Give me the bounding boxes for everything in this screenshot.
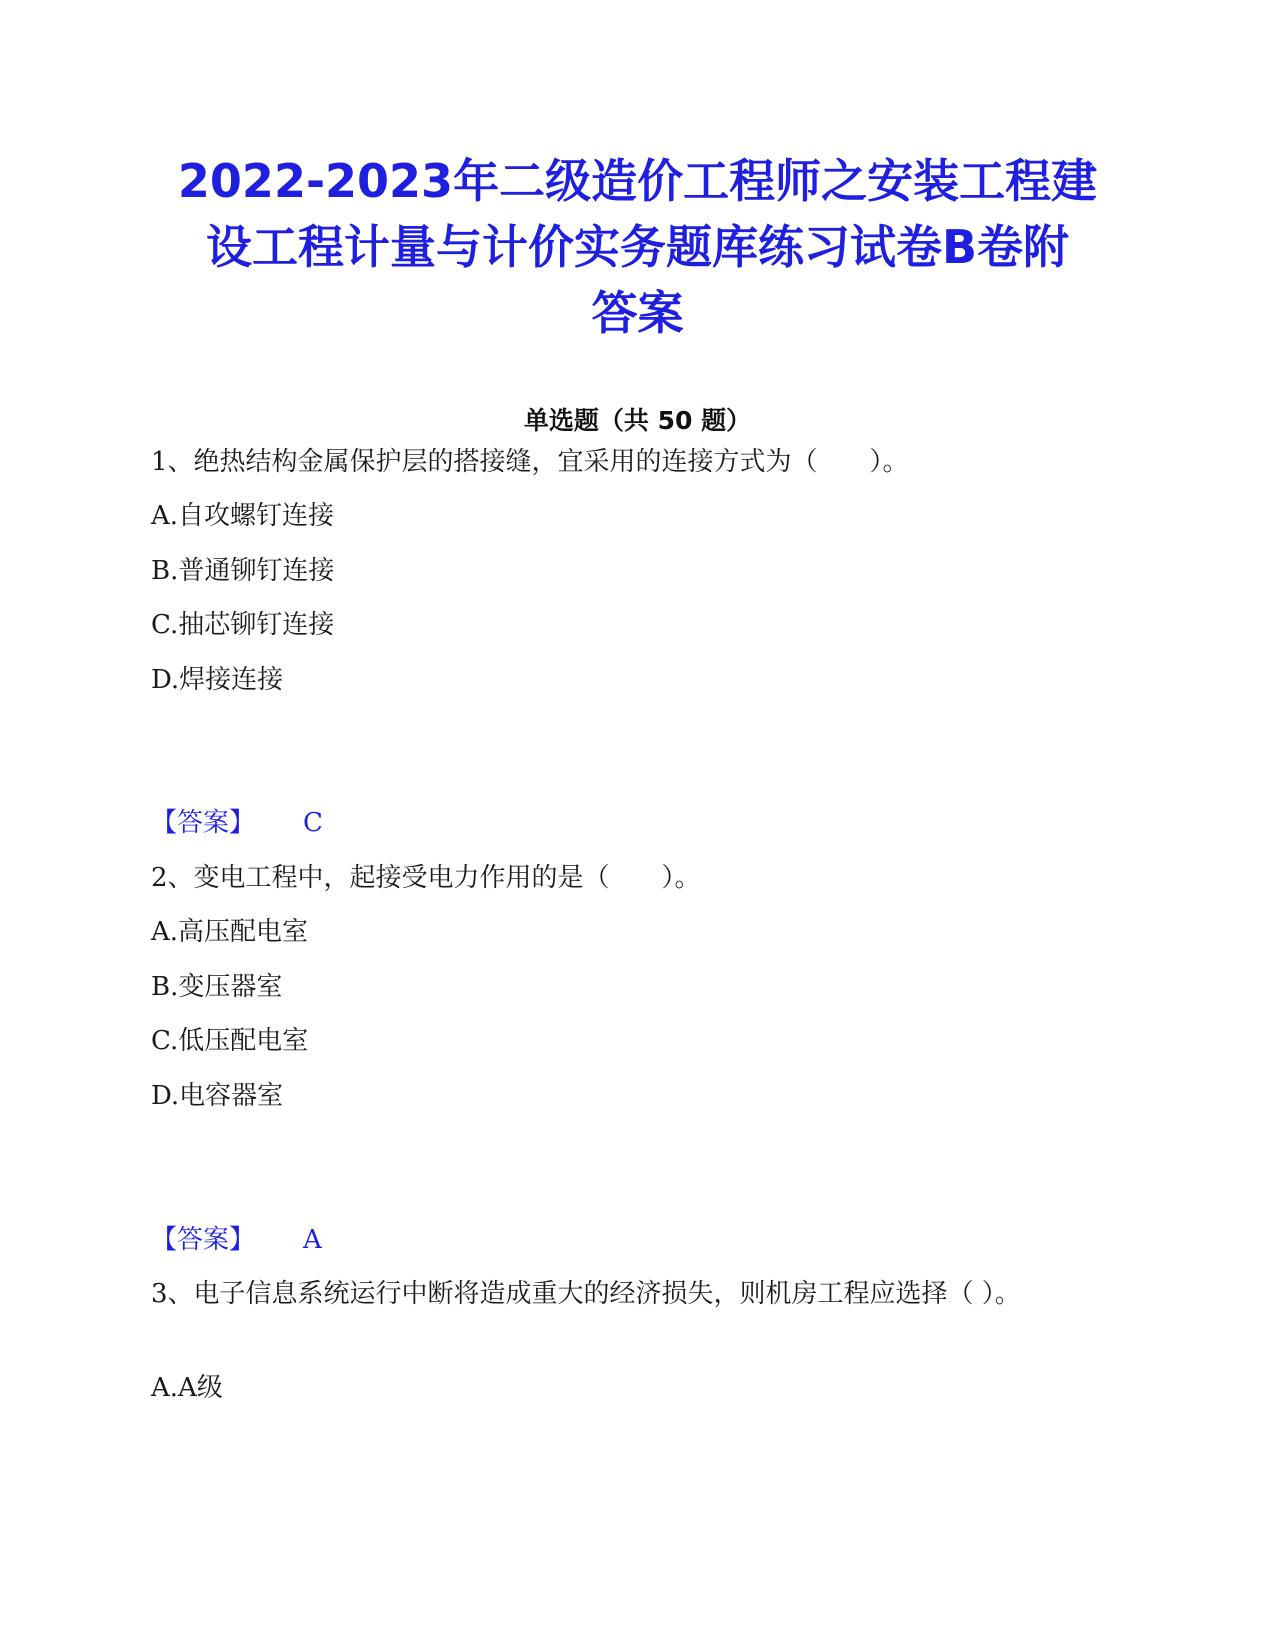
question-2-option-d: D.电容器室 <box>151 1081 284 1111</box>
question-3-option-a: A.A级 <box>151 1373 223 1403</box>
question-2-answer <box>151 1223 322 1257</box>
answer-value: A <box>303 1225 322 1255</box>
title-line-1: 2022-2023年二级造价工程师之安装工程建 <box>177 154 1098 208</box>
answer-value: C <box>303 808 323 838</box>
answer-label: 【答案】 <box>151 808 256 838</box>
question-1-option-c: C.抽芯铆钉连接 <box>151 610 335 640</box>
title-line-3: 答案 <box>591 286 684 340</box>
document-title <box>150 148 1125 346</box>
section-header: 单选题（共 50 题） <box>523 406 752 435</box>
question-1-option-d: D.焊接连接 <box>151 665 284 695</box>
question-1-stem: 1、绝热结构金属保护层的搭接缝，宜采用的连接方式为（ ）。 <box>151 447 909 477</box>
question-2-stem: 2、变电工程中，起接受电力作用的是（ ）。 <box>151 863 701 893</box>
answer-label: 【答案】 <box>151 1225 256 1255</box>
title-line-2: 设工程计量与计价实务题库练习试卷B卷附 <box>205 220 1070 274</box>
question-1-option-b: B.普通铆钉连接 <box>151 556 335 586</box>
question-2-option-c: C.低压配电室 <box>151 1026 309 1056</box>
question-1-option-a: A.自攻螺钉连接 <box>151 501 335 531</box>
question-2-option-b: B.变压器室 <box>151 972 283 1002</box>
question-2-option-a: A.高压配电室 <box>151 917 309 947</box>
question-1-answer <box>151 806 323 840</box>
question-3-stem: 3、电子信息系统运行中断将造成重大的经济损失，则机房工程应选择（ ）。 <box>151 1279 1021 1309</box>
